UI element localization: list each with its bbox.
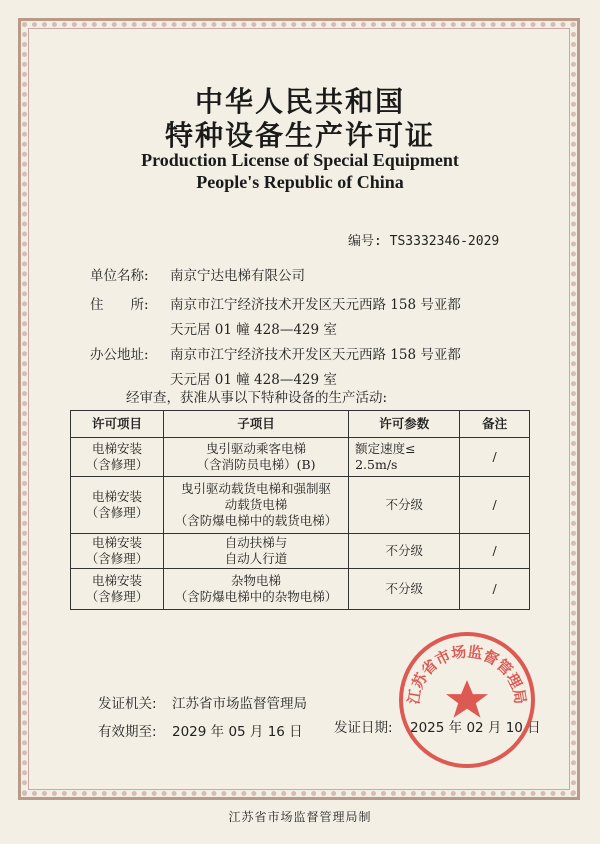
cell-note: /	[460, 477, 530, 534]
table-row	[71, 569, 530, 610]
header-note: 备注	[460, 411, 530, 438]
license-items-table	[70, 410, 530, 610]
table-row	[71, 534, 530, 569]
issue-value: 2025 年 02 月 10 日	[410, 720, 541, 736]
cell-sub: 杂物电梯 （含防爆电梯中的杂物电梯）	[163, 569, 348, 610]
table-row	[71, 477, 530, 534]
cell-param: 不分级	[349, 569, 460, 610]
cell-item: 电梯安装 （含修理）	[71, 438, 164, 477]
title-en-line1: Production License of Special Equipment	[141, 150, 459, 170]
cell-param: 不分级	[349, 477, 460, 534]
cell-param: 不分级	[349, 534, 460, 569]
cell-item: 电梯安装 （含修理）	[71, 477, 164, 534]
header-item: 许可项目	[71, 411, 164, 438]
unit-value: 南京宁达电梯有限公司	[170, 268, 305, 284]
header-param: 许可参数	[349, 411, 460, 438]
table-header-row	[71, 411, 530, 438]
address-label: 住 所:	[90, 297, 149, 313]
cell-sub: 自动扶梯与 自动人行道	[163, 534, 348, 569]
cell-param: 额定速度≤ 2.5m/s	[349, 438, 460, 477]
seal-star-icon	[446, 680, 488, 718]
license-number: 编号: TS3332346-2029	[348, 234, 500, 249]
cell-note: /	[460, 569, 530, 610]
valid-label: 有效期至:	[98, 724, 157, 740]
cell-sub: 曳引驱动载货电梯和强制驱 动载货电梯 （含防爆电梯中的载货电梯）	[163, 477, 348, 534]
cell-item: 电梯安装 （含修理）	[71, 534, 164, 569]
office-line1: 南京市江宁经济技术开发区天元西路 158 号亚都	[170, 347, 461, 363]
cell-note: /	[460, 534, 530, 569]
title-cn-line2: 特种设备生产许可证	[164, 119, 435, 152]
cell-note: /	[460, 438, 530, 477]
valid-value: 2029 年 05 月 16 日	[172, 724, 303, 740]
issuer-label: 发证机关:	[98, 696, 157, 712]
address-line2: 天元居 01 幢 428—429 室	[170, 322, 337, 338]
seal-text: 江苏省市场监督管理局	[404, 642, 530, 706]
cell-item: 电梯安装 （含修理）	[71, 569, 164, 610]
header-sub: 子项目	[163, 411, 348, 438]
issue-label: 发证日期:	[334, 720, 393, 736]
title-cn-line1: 中华人民共和国	[194, 85, 405, 118]
issuer-value: 江苏省市场监督管理局	[172, 696, 307, 712]
office-label: 办公地址:	[90, 347, 149, 363]
intro-text: 经审查，获准从事以下特种设备的生产活动:	[126, 390, 388, 406]
office-line2: 天元居 01 幢 428—429 室	[170, 372, 337, 388]
address-line1: 南京市江宁经济技术开发区天元西路 158 号亚都	[170, 297, 461, 313]
title-en-line2: People's Republic of China	[196, 172, 404, 192]
unit-label: 单位名称:	[90, 268, 149, 284]
table-row	[71, 438, 530, 477]
official-seal-stamp	[392, 625, 542, 775]
cell-sub: 曳引驱动乘客电梯 （含消防员电梯）(B)	[163, 438, 348, 477]
bottom-issuer: 江苏省市场监督管理局制	[228, 810, 372, 824]
